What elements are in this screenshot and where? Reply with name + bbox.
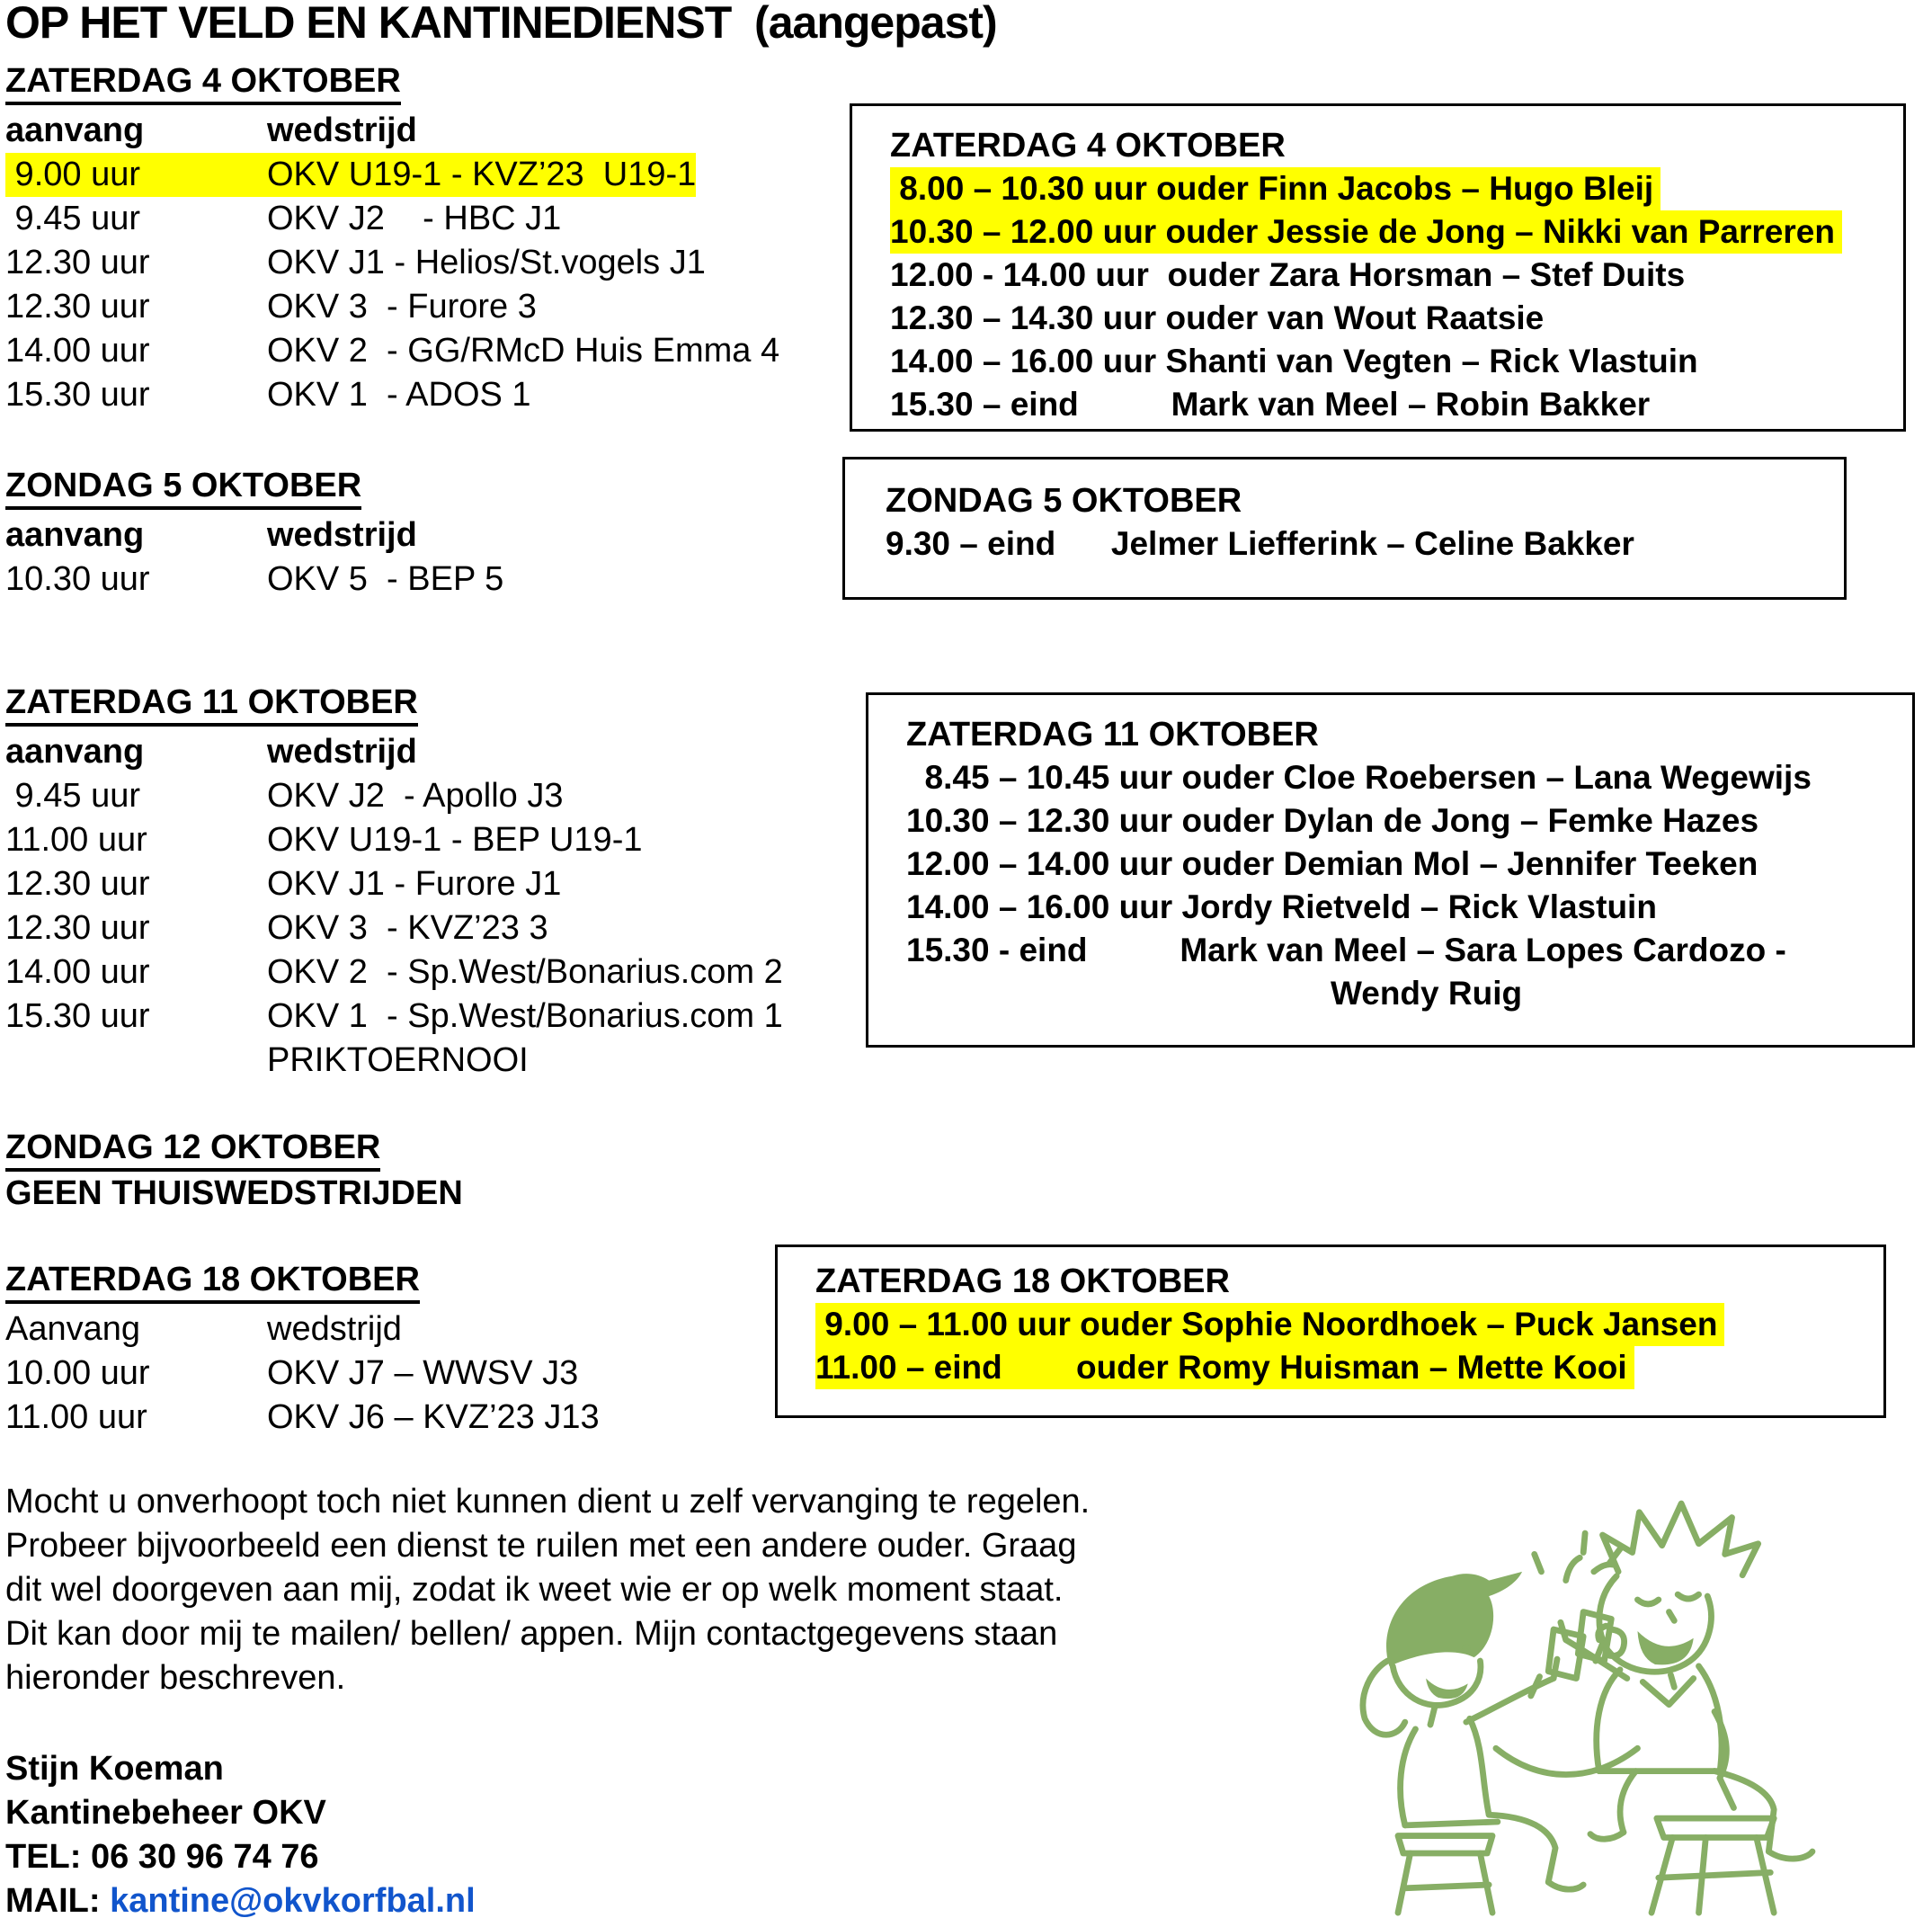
match-cell: OKV J2 - HBC J1	[267, 199, 562, 237]
box-heading: ZATERDAG 18 OKTOBER	[815, 1262, 1230, 1300]
duty-row	[906, 843, 1912, 886]
kantinedienst-box	[850, 103, 1906, 432]
toasting-cartoon-svg	[1287, 1441, 1827, 1917]
schedule-row	[5, 1039, 529, 1083]
schedule-row	[5, 153, 696, 197]
duty-row	[890, 340, 1903, 383]
match-cell: OKV J2 - Apollo J3	[267, 776, 564, 815]
schedule-row	[5, 197, 561, 241]
kantinedienst-box	[842, 457, 1847, 600]
section-heading-text: ZONDAG 12 OKTOBER	[5, 1128, 380, 1172]
section-heading	[5, 1126, 463, 1172]
duty-row-text: 9.00 – 11.00 uur ouder Sophie Noordhoek – Puck Jansen	[815, 1303, 1724, 1346]
match-cell: OKV 3 - KVZ’23 3	[267, 908, 548, 947]
column-header-aanvang: aanvang	[5, 111, 145, 149]
match-cell: OKV 1 - ADOS 1	[267, 375, 531, 414]
mail-label: MAIL	[5, 1882, 89, 1918]
time-cell: 12.30 uur	[5, 287, 150, 326]
schedule-row	[5, 1396, 600, 1440]
table-header-row	[5, 730, 417, 774]
duty-row	[815, 1346, 1883, 1389]
section-heading-text: ZATERDAG 18 OKTOBER	[5, 1261, 420, 1304]
page-title: OP HET VELD EN KANTINEDIENST (aangepast)	[5, 0, 997, 48]
kantinedienst-box	[866, 692, 1915, 1048]
time-cell: 9.45 uur	[5, 199, 140, 237]
toasting-cartoon-illustration	[1287, 1441, 1827, 1917]
duty-row	[890, 297, 1903, 340]
contact-mail-line	[5, 1879, 476, 1918]
schedule-row	[5, 1352, 578, 1396]
section-heading	[5, 59, 779, 105]
schedule-row	[5, 995, 783, 1039]
schedule-section	[5, 681, 783, 1083]
time-cell: 15.30 uur	[5, 996, 150, 1035]
duty-row-text: 12.00 - 14.00 uur ouder Zara Horsman – Stef Duits	[890, 256, 1686, 293]
mail-link[interactable]: kantine@okvkorfbal.nl	[110, 1882, 476, 1918]
table-header-row	[5, 513, 417, 558]
schedule-section	[5, 1258, 600, 1440]
time-cell: 12.30 uur	[5, 908, 150, 947]
match-cell: OKV U19-1 - KVZ’23 U19-1	[267, 155, 697, 193]
column-header-aanvang: Aanvang	[5, 1309, 141, 1348]
section-heading	[5, 681, 783, 727]
schedule-row	[5, 285, 537, 329]
section-heading-text: ZATERDAG 11 OKTOBER	[5, 683, 418, 727]
match-cell: PRIKTOERNOOI	[267, 1040, 529, 1079]
column-header-wedstrijd: wedstrijd	[267, 732, 417, 771]
match-cell: OKV 2 - GG/RMcD Huis Emma 4	[267, 331, 780, 370]
duty-row	[890, 383, 1903, 426]
time-cell: 10.00 uur	[5, 1353, 150, 1392]
duty-row-text: 8.00 – 10.30 uur ouder Finn Jacobs – Hugo Bleij	[890, 167, 1660, 210]
duty-row	[886, 522, 1844, 566]
schedule-table	[5, 1307, 600, 1440]
box-heading: ZATERDAG 11 OKTOBER	[906, 716, 1319, 754]
note-line: dit wel doorgeven aan mij, zodat ik weet wie er op welk moment staat.	[5, 1571, 1064, 1609]
time-cell: 11.00 uur	[5, 820, 147, 859]
match-cell: OKV J1 - Furore J1	[267, 864, 562, 903]
kantinedienst-box	[775, 1244, 1886, 1418]
time-cell: 9.45 uur	[5, 776, 140, 815]
duty-row-text: 8.45 – 10.45 uur ouder Cloe Roebersen – Lana Wegewijs	[906, 759, 1812, 796]
time-cell: 14.00 uur	[5, 952, 150, 991]
duty-row-text: Wendy Ruig	[1331, 975, 1523, 1012]
time-cell: 15.30 uur	[5, 375, 150, 414]
table-header-row	[5, 1307, 402, 1352]
column-header-wedstrijd: wedstrijd	[267, 1309, 402, 1348]
section-note: GEEN THUISWEDSTRIJDEN	[5, 1173, 463, 1212]
duty-row-text: 15.30 - eind Mark van Meel – Sara Lopes Cardozo -	[906, 932, 1786, 968]
duty-row-text: 11.00 – eind ouder Romy Huisman – Mette Kooi	[815, 1346, 1634, 1389]
match-cell: OKV U19-1 - BEP U19-1	[267, 820, 643, 859]
replacement-note	[5, 1480, 1090, 1700]
time-cell: 12.30 uur	[5, 864, 150, 903]
mail-separator: :	[88, 1882, 111, 1918]
section-heading-text: ZONDAG 5 OKTOBER	[5, 467, 361, 510]
schedule-table	[5, 730, 783, 1083]
note-line: Probeer bijvoorbeeld een dienst te ruilen met een andere ouder. Graag	[5, 1527, 1077, 1565]
section-heading	[5, 1258, 600, 1304]
duty-row-text: 14.00 – 16.00 uur Shanti van Vegten – Rick Vlastuin	[890, 343, 1698, 379]
duty-row	[906, 886, 1912, 929]
box-heading: ZATERDAG 4 OKTOBER	[890, 127, 1286, 165]
contact-block	[5, 1747, 476, 1918]
schedule-table	[5, 109, 779, 417]
duty-row	[890, 210, 1903, 254]
section-heading-text: ZATERDAG 4 OKTOBER	[5, 62, 401, 105]
schedule-section	[5, 1126, 463, 1216]
duty-row-text: 10.30 – 12.30 uur ouder Dylan de Jong – Femke Hazes	[906, 802, 1759, 839]
match-cell: OKV 1 - Sp.West/Bonarius.com 1	[267, 996, 783, 1035]
duty-row-text: 14.00 – 16.00 uur Jordy Rietveld – Rick Vlastuin	[906, 888, 1657, 925]
duty-row	[906, 799, 1912, 843]
schedule-section	[5, 464, 503, 602]
schedule-row	[5, 774, 564, 818]
note-line: hieronder beschreven.	[5, 1659, 346, 1697]
duty-row-text: 12.30 – 14.30 uur ouder van Wout Raatsie	[890, 299, 1545, 336]
time-cell: 12.30 uur	[5, 243, 150, 281]
duty-row-text: 12.00 – 14.00 uur ouder Demian Mol – Jennifer Teeken	[906, 845, 1758, 882]
duty-row	[890, 254, 1903, 297]
column-header-aanvang: aanvang	[5, 732, 145, 771]
contact-tel: TEL: 06 30 96 74 76	[5, 1838, 319, 1876]
note-line: Dit kan door mij te mailen/ bellen/ appen. Mijn contactgegevens staan	[5, 1615, 1058, 1653]
schedule-row	[5, 950, 783, 995]
duty-row-text: 9.30 – eind Jelmer Liefferink – Celine Bakker	[886, 525, 1634, 562]
contact-name: Stijn Koeman	[5, 1750, 224, 1788]
schedule-row	[5, 818, 642, 862]
duty-row	[906, 929, 1912, 972]
duty-row-text: 10.30 – 12.00 uur ouder Jessie de Jong – Nikki van Parreren	[890, 210, 1842, 254]
schedule-row	[5, 906, 548, 950]
time-cell	[5, 1039, 267, 1083]
match-cell: OKV 3 - Furore 3	[267, 287, 537, 326]
time-cell: 9.00 uur	[5, 155, 140, 193]
schedule-row	[5, 241, 706, 285]
match-cell: OKV J6 – KVZ’23 J13	[267, 1397, 600, 1436]
time-cell: 14.00 uur	[5, 331, 150, 370]
duty-row	[890, 167, 1903, 210]
match-cell: OKV 5 - BEP 5	[267, 559, 504, 598]
duty-row	[906, 972, 1912, 1015]
schedule-row	[5, 862, 561, 906]
table-header-row	[5, 109, 417, 153]
schedule-row	[5, 373, 531, 417]
time-cell: 11.00 uur	[5, 1397, 147, 1436]
match-cell: OKV 2 - Sp.West/Bonarius.com 2	[267, 952, 783, 991]
schedule-table	[5, 513, 503, 602]
section-heading	[5, 464, 503, 510]
column-header-wedstrijd: wedstrijd	[267, 515, 417, 554]
schedule-row	[5, 558, 503, 602]
contact-role: Kantinebeheer OKV	[5, 1794, 326, 1832]
box-heading: ZONDAG 5 OKTOBER	[886, 482, 1242, 520]
column-header-aanvang: aanvang	[5, 515, 145, 554]
match-cell: OKV J7 – WWSV J3	[267, 1353, 579, 1392]
duty-row	[906, 756, 1912, 799]
schedule-row	[5, 329, 779, 373]
schedule-section	[5, 59, 779, 417]
note-line: Mocht u onverhoopt toch niet kunnen dient u zelf vervanging te regelen.	[5, 1483, 1091, 1521]
match-cell: OKV J1 - Helios/St.vogels J1	[267, 243, 706, 281]
duty-row	[815, 1303, 1883, 1346]
time-cell: 10.30 uur	[5, 559, 150, 598]
duty-row-text: 15.30 – eind Mark van Meel – Robin Bakker	[890, 386, 1651, 423]
column-header-wedstrijd: wedstrijd	[267, 111, 417, 149]
